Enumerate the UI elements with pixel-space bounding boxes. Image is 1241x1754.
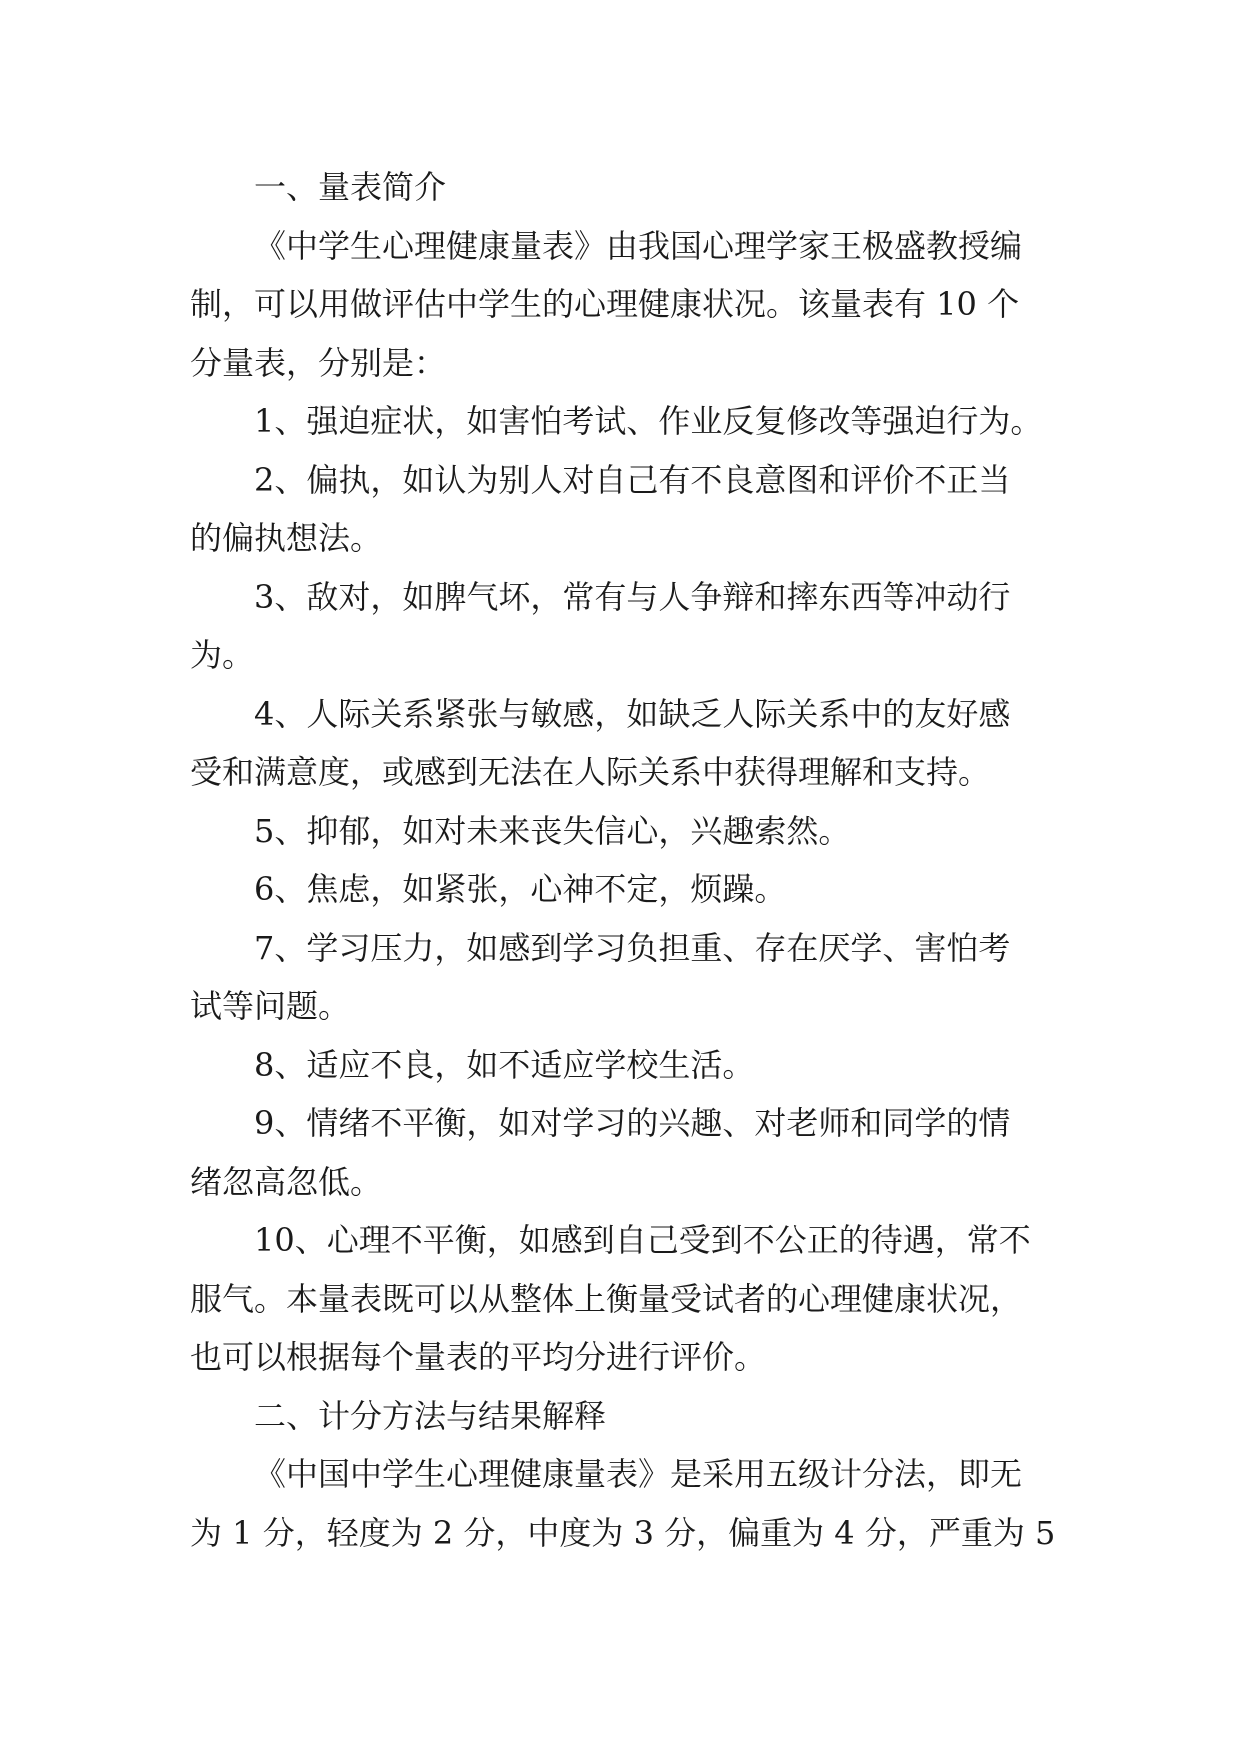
list-item-9-continued: 绪忽高忽低。 (190, 1162, 383, 1201)
list-item-2: 2、偏执，如认为别人对自己有不良意图和评价不正当 (254, 460, 1011, 499)
list-item-3-continued: 为。 (190, 636, 255, 674)
list-item-10: 10、心理不平衡，如感到自己受到不公正的待遇，常不 (254, 1221, 1031, 1259)
list-item-4: 4、人际关系紧张与敏感，如缺乏人际关系中的友好感 (254, 694, 1011, 733)
list-item-5: 5、抑郁，如对未来丧失信心，兴趣索然。 (254, 811, 851, 850)
paragraph-line: 分量表，分别是： (190, 343, 447, 382)
paragraph-line: 为 1 分，轻度为 2 分，中度为 3 分，偏重为 4 分，严重为 5 (190, 1513, 1056, 1552)
list-item-10-continued: 服气。本量表既可以从整体上衡量受试者的心理健康状况， (190, 1279, 1023, 1318)
list-item-1: 1、强迫症状，如害怕考试、作业反复修改等强迫行为。 (254, 402, 1043, 440)
list-item-9: 9、情绪不平衡，如对学习的兴趣、对老师和同学的情 (254, 1104, 1011, 1142)
list-item-8: 8、适应不良，如不适应学校生活。 (254, 1045, 755, 1084)
list-item-7-continued: 试等问题。 (190, 987, 351, 1025)
section-heading-scoring: 二、计分方法与结果解释 (254, 1396, 607, 1435)
list-item-4-continued: 受和满意度，或感到无法在人际关系中获得理解和支持。 (190, 753, 991, 791)
paragraph-line: 《中学生心理健康量表》由我国心理学家王极盛教授编 (254, 226, 1023, 265)
list-item-6: 6、焦虑，如紧张，心神不定，烦躁。 (254, 870, 787, 908)
list-item-10-continued: 也可以根据每个量表的平均分进行评价。 (190, 1338, 767, 1376)
list-item-7: 7、学习压力，如感到学习负担重、存在厌学、害怕考 (254, 928, 1011, 967)
paragraph-line: 《中国中学生心理健康量表》是采用五级计分法，即无 (254, 1455, 1023, 1493)
list-item-2-continued: 的偏执想法。 (190, 519, 383, 557)
section-heading-scale-intro: 一、量表简介 (254, 168, 447, 206)
document-body (190, 158, 1060, 1562)
paragraph-line: 制，可以用做评估中学生的心理健康状况。该量表有 10 个 (190, 285, 1020, 323)
list-item-3: 3、敌对，如脾气坏，常有与人争辩和摔东西等冲动行 (254, 577, 1011, 616)
